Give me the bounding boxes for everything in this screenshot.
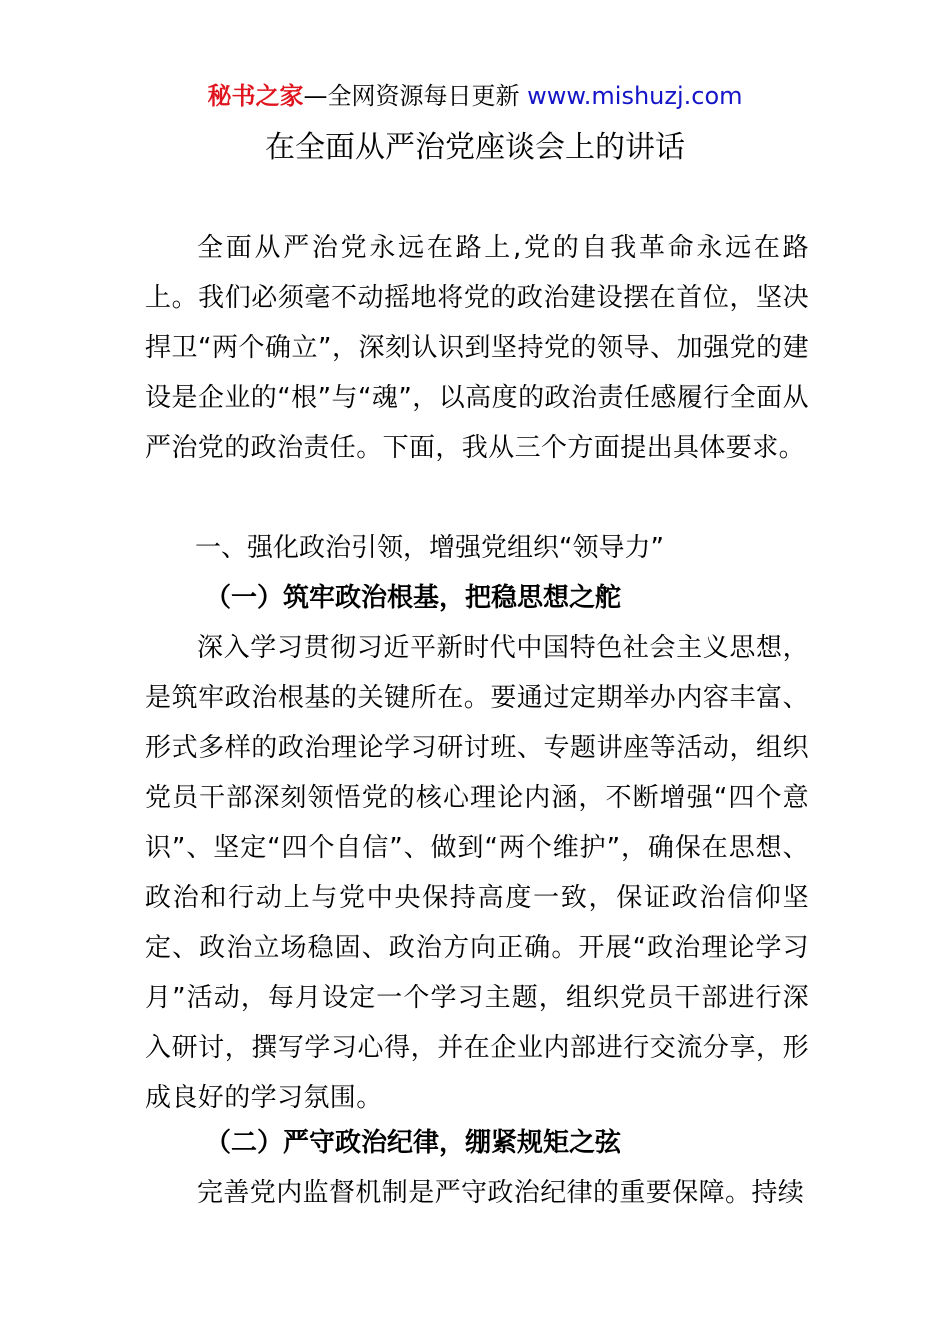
site-brand: 秘书之家 — [207, 82, 304, 110]
document-title: 在全面从严治党座谈会上的讲话 — [265, 130, 685, 165]
paragraph-intro: 全面从严治党永远在路上,党的自我革命永远在路上。我们必须毫不动摇地将党的政治建设摆在首位，坚决捍卫“两个确立”，深刻认识到坚持党的领导、加强党的建设是企业的“根”与“魂”，以高度的政治责任感履行全面从严治党的政治责任。下面，我从三个方面提出具体要求。 — [145, 233, 809, 463]
site-url[interactable]: www.mishuzj.com — [527, 82, 743, 110]
watermark-header — [0, 80, 950, 112]
paragraph-sub2-body: 完善党内监督机制是严守政治纪律的重要保障。持续 — [197, 1178, 805, 1208]
section-heading-1: 一、强化政治引领，增强党组织“领导力” — [195, 533, 664, 563]
sub-heading-1: （一）筑牢政治根基，把稳思想之舵 — [205, 583, 622, 613]
site-tagline: —全网资源每日更新 — [303, 82, 520, 110]
paragraph-sub1-body: 深入学习贯彻习近平新时代中国特色社会主义思想，是筑牢政治根基的关键所在。要通过定期举办内容丰富、形式多样的政治理论学习研讨班、专题讲座等活动，组织党员干部深刻领悟党的核心理论内涵，不断增强“四个意识”、坚定“四个自信”、做到“两个维护”，确保在思想、政治和行动上与党中央保持高度一致，保证政治信仰坚定、政治立场稳固、政治方向正确。开展“政治理论学习月”活动，每月设定一个学习主题，组织党员干部进行深入研讨，撰写学习心得，并在企业内部进行交流分享，形成良好的学习氛围。 — [145, 633, 809, 1113]
sub-heading-2: （二）严守政治纪律，绷紧规矩之弦 — [205, 1128, 622, 1158]
